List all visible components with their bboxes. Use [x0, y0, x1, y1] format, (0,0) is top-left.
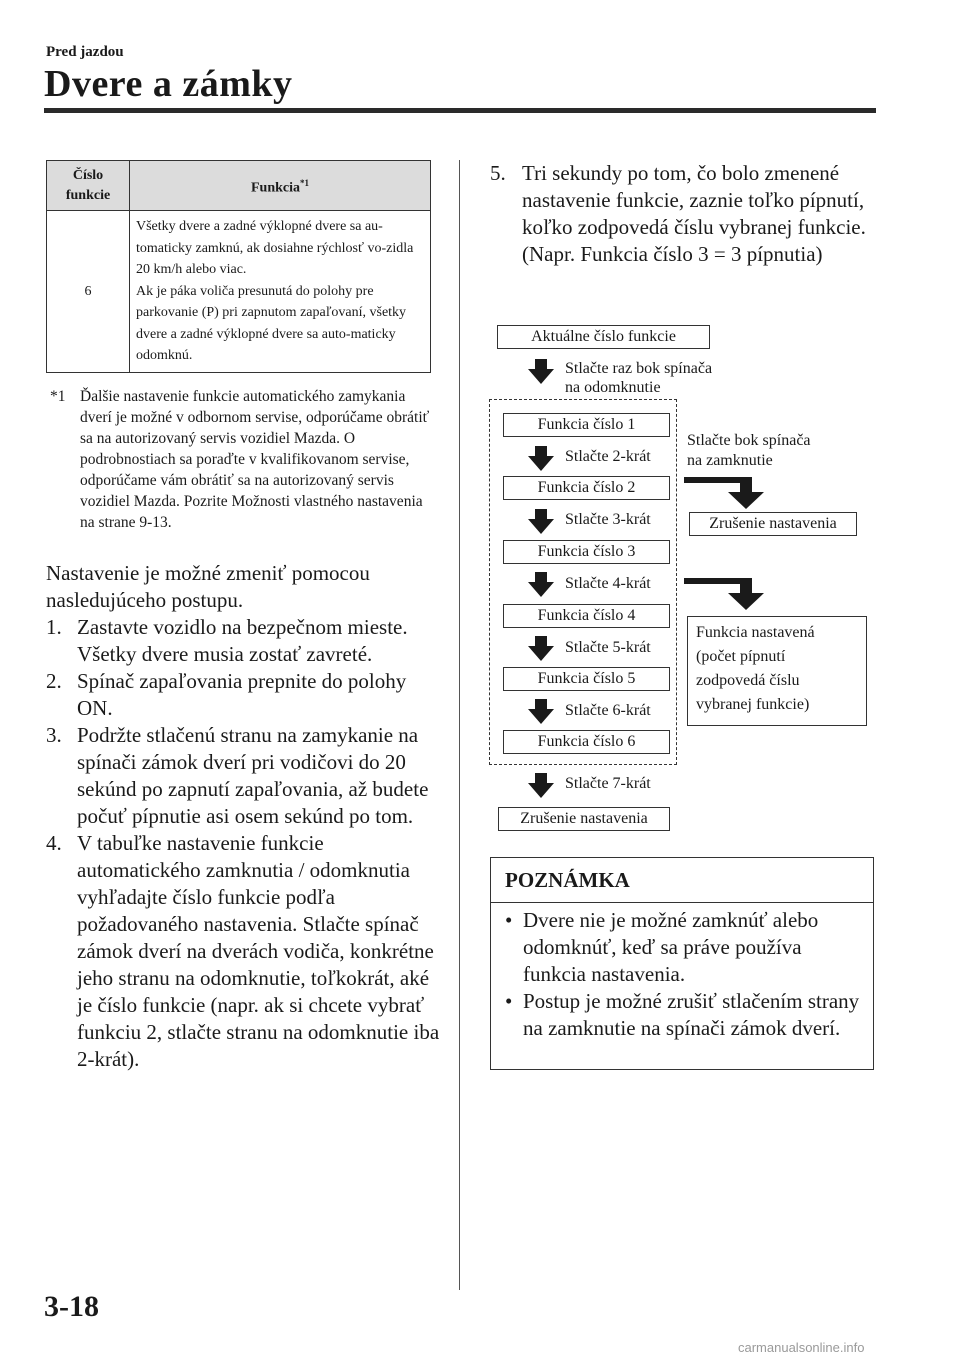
step-text: Podržte stlačenú stranu na zamykanie na spínači zámok dverí pri vodičovi do 20 sekúnd po zapnutí zapaľovania, až budete počuť pípnutie asi osem sekúnd po tom. [77, 723, 429, 828]
header-function: Funkcia$^{*1}$ [130, 161, 431, 211]
press-count-label: Stlačte 7-krát [565, 775, 651, 792]
cancel-box-bottom: Zrušenie nastavenia [498, 807, 670, 831]
current-function-box: Aktuálne číslo funkcie [497, 325, 710, 349]
page-number: 3-18 [44, 1290, 99, 1323]
cell-function-number: 6 [47, 211, 130, 373]
list-item [501, 988, 863, 1042]
note-box [490, 857, 874, 1070]
note-text: Dvere nie je možné zamknúť alebo odomknúť, keď sa práve používa funkcia nastavenia. [523, 908, 819, 986]
press-unlock-label-2: na odomknutie [565, 379, 661, 396]
function-box-3: Funkcia číslo 3 [503, 540, 670, 564]
press-unlock-label: Stlačte raz bok spínača [565, 360, 713, 377]
footnote-text: Ďalšie nastavenie funkcie automatického zamykania dverí je možné v odbornom servise, odporúčame obrátiť sa na autorizovaný servis vozidiel Mazda. O podrobnostiach sa poraďte v kvalifikovanom servise, odporúčame vám obrátiť sa na autorizovaný servis vozidiel Mazda. Pozrite Možnosti vlastného nastavenia na strane 9-13. [80, 388, 430, 531]
description-unlock: Ak je páka voliča presunutá do polohy pre parkovanie (P) pri zapnutom zapaľovaní, všetky dvere a zadné výklopné dvere sa auto-maticky odomknú. [136, 283, 407, 363]
press-count-label: Stlačte 3-krát [565, 511, 651, 528]
step-number: 5. [490, 161, 506, 185]
result-line: vybranej funkcie) [696, 696, 810, 713]
function-set-box [687, 616, 867, 726]
footnote-mark: *1 [50, 388, 66, 405]
note-body [491, 903, 873, 1042]
press-count-label: Stlačte 6-krát [565, 702, 651, 719]
intro-paragraph: Nastavenie je možné zmeniť pomocou nasledujúceho postupu. [46, 561, 370, 612]
step-number: 2. [46, 669, 62, 693]
function-box-6: Funkcia číslo 6 [503, 730, 670, 754]
press-count-label: Stlačte 2-krát [565, 448, 651, 465]
press-count-label: Stlačte 5-krát [565, 639, 651, 656]
arrow-down-icon [528, 359, 554, 384]
press-lock-label-2: na zamknutie [687, 452, 773, 469]
press-count-label: Stlačte 4-krát [565, 575, 651, 592]
step-number: 3. [46, 723, 62, 747]
result-line: (počet pípnutí [696, 648, 786, 665]
function-box-1: Funkcia číslo 1 [503, 413, 670, 437]
step-text: V tabuľke nastavenie funkcie automatického zamknutia / odomknutia vyhľadajte číslo funkcie podľa požadovaného nastavenia. Stlačte spínač zámok dverí na dverách vodiča, konkrétne jeho stranu na odomknutie, toľkokrát, aké je číslo funkcie (napr. ak si chcete vybrať funkciu 2, stlačte stranu na odomknutie iba 2-krát). [77, 831, 440, 1071]
footnote-ref: *1 [300, 177, 309, 188]
step-text: Spínač zapaľovania prepnite do polohy ON. [77, 669, 407, 720]
watermark: carmanualsonline.info [738, 1340, 865, 1355]
result-line: Funkcia nastavená [696, 624, 815, 641]
description-lock: Všetky dvere a zadné výklopné dvere sa au-tomaticky zamknú, ak dosiahne rýchlosť vo-zidla 20 km/h alebo viac. [136, 219, 414, 277]
arrow-down-icon [528, 773, 554, 798]
list-item [501, 907, 863, 988]
header-function-number: Číslo funkcie [47, 161, 130, 211]
bullet-icon: • [505, 989, 513, 1013]
function-box-4: Funkcia číslo 4 [503, 604, 670, 628]
note-heading: POZNÁMKA [491, 858, 873, 903]
step-number: 4. [46, 831, 62, 855]
step-text: Tri sekundy po tom, čo bolo zmenené nastavenie funkcie, zaznie toľko pípnutí, koľko zodpovedá číslu vybranej funkcie. (Napr. Funkcia číslo 3 = 3 pípnutia) [522, 161, 866, 266]
section-label: Pred jazdou [46, 44, 124, 60]
cancel-box-right: Zrušenie nastavenia [689, 512, 857, 536]
arrow-right-down-icon [684, 477, 764, 509]
page-title: Dvere a zámky [44, 63, 293, 105]
step-text: Zastavte vozidlo na bezpečnom mieste. Všetky dvere musia zostať zavreté. [77, 615, 408, 666]
function-box-5: Funkcia číslo 5 [503, 667, 670, 691]
arrow-right-down-icon [684, 578, 764, 610]
bullet-icon: • [505, 908, 513, 932]
function-box-2: Funkcia číslo 2 [503, 476, 670, 500]
step-number: 1. [46, 615, 62, 639]
press-lock-label: Stlačte bok spínača [687, 432, 811, 449]
result-line: zodpovedá číslu [696, 672, 800, 689]
note-text: Postup je možné zrušiť stlačením strany na zamknutie na spínači zámok dverí. [523, 989, 860, 1040]
